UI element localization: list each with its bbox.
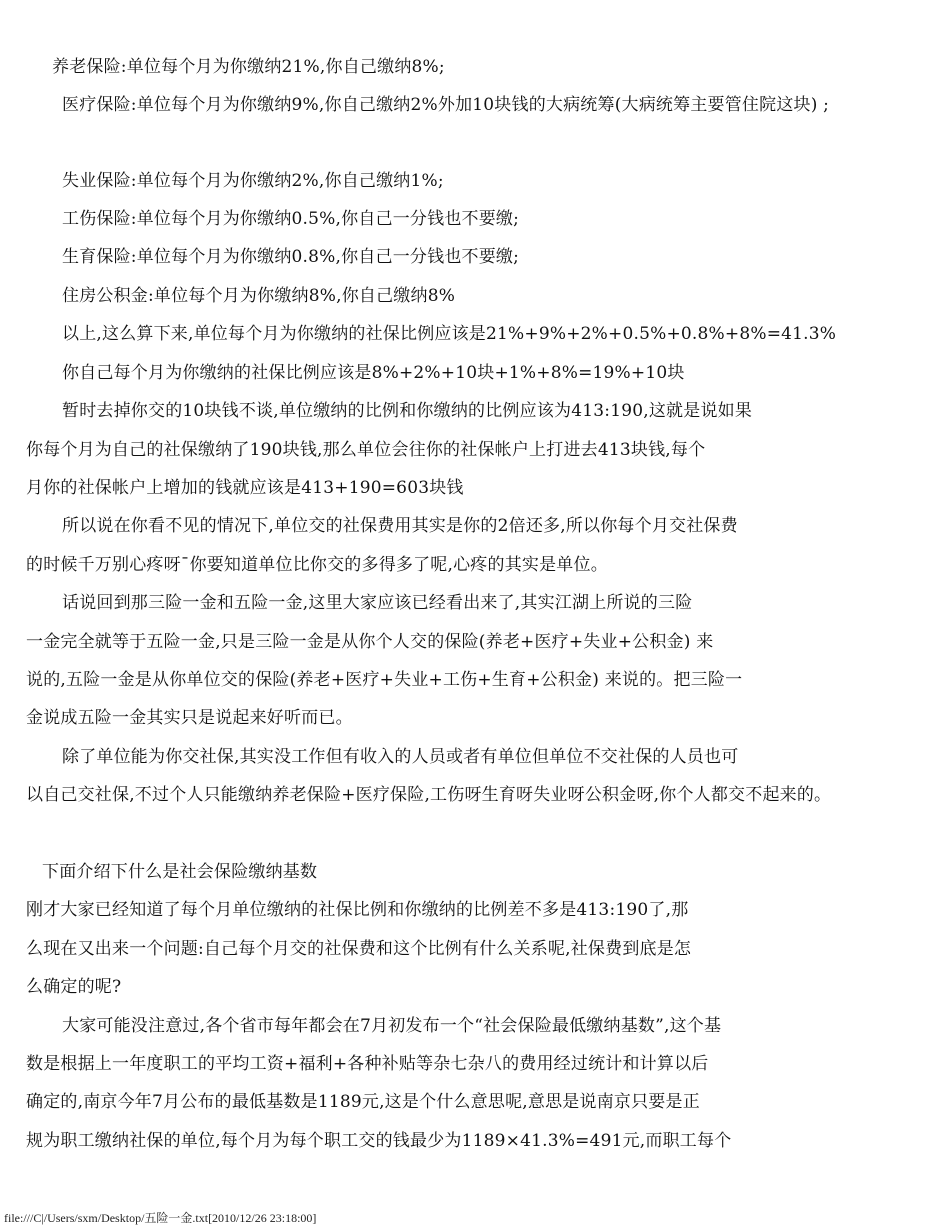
text-line: 月你的社保帐户上增加的钱就应该是413+190=603块钱	[26, 478, 464, 498]
text-line: 大家可能没注意过,各个省市每年都会在7月初发布一个“社会保险最低缴纳基数”,这个基	[62, 1016, 722, 1036]
text-line: 除了单位能为你交社保,其实没工作但有收入的人员或者有单位但单位不交社保的人员也可	[62, 747, 739, 767]
text-line: 数是根据上一年度职工的平均工资+福利+各种补贴等杂七杂八的费用经过统计和计算以后	[26, 1054, 709, 1074]
text-line: 的时候千万别心疼呀¯你要知道单位比你交的多得多了呢,心疼的其实是单位。	[26, 555, 608, 575]
text-line: 你自己每个月为你缴纳的社保比例应该是8%+2%+10块+1%+8%=19%+10块	[62, 363, 685, 383]
file-path-footer: file:///C|/Users/sxm/Desktop/五险一金.txt[2010/12/26 23:18:00]	[4, 1211, 317, 1225]
text-line: 金说成五险一金其实只是说起来好听而已。	[26, 708, 353, 728]
text-line: 以自己交社保,不过个人只能缴纳养老保险+医疗保险,工伤呀生育呀失业呀公积金呀,你个人都交不起来的。	[26, 785, 832, 805]
text-line: 规为职工缴纳社保的单位,每个月为每个职工交的钱最少为1189×41.3%=491元,而职工每个	[26, 1131, 732, 1151]
text-line: 失业保险:单位每个月为你缴纳2%,你自己缴纳1%;	[62, 171, 444, 191]
text-line: 么现在又出来一个问题:自己每个月交的社保费和这个比例有什么关系呢,社保费到底是怎	[26, 939, 692, 959]
text-line: 养老保险:单位每个月为你缴纳21%,你自己缴纳8%;	[52, 57, 445, 77]
text-line: 医疗保险:单位每个月为你缴纳9%,你自己缴纳2%外加10块钱的大病统筹(大病统筹主要管住院这块) ;	[62, 95, 830, 115]
text-line: 以上,这么算下来,单位每个月为你缴纳的社保比例应该是21%+9%+2%+0.5%+0.8%+8%=41.3%	[62, 324, 837, 344]
text-line: 住房公积金:单位每个月为你缴纳8%,你自己缴纳8%	[62, 286, 456, 306]
text-line: 工伤保险:单位每个月为你缴纳0.5%,你自己一分钱也不要缴;	[62, 209, 520, 229]
text-line: 说的,五险一金是从你单位交的保险(养老+医疗+失业+工伤+生育+公积金) 来说的。把三险一	[26, 670, 743, 690]
text-line: 所以说在你看不见的情况下,单位交的社保费用其实是你的2倍还多,所以你每个月交社保费	[62, 516, 738, 536]
text-line: 你每个月为自己的社保缴纳了190块钱,那么单位会往你的社保帐户上打进去413块钱,每个	[26, 440, 706, 460]
text-line: 一金完全就等于五险一金,只是三险一金是从你个人交的保险(养老+医疗+失业+公积金) 来	[26, 632, 714, 652]
text-line: 确定的,南京今年7月公布的最低基数是1189元,这是个什么意思呢,意思是说南京只要是正	[26, 1092, 700, 1112]
text-line: 生育保险:单位每个月为你缴纳0.8%,你自己一分钱也不要缴;	[62, 247, 520, 267]
section-heading: 下面介绍下什么是社会保险缴纳基数	[42, 862, 318, 882]
text-line: 暂时去掉你交的10块钱不谈,单位缴纳的比例和你缴纳的比例应该为413:190,这就是说如果	[62, 401, 753, 421]
text-line: 么确定的呢?	[26, 977, 122, 997]
text-line: 刚才大家已经知道了每个月单位缴纳的社保比例和你缴纳的比例差不多是413:190了,那	[26, 900, 689, 920]
text-line: 话说回到那三险一金和五险一金,这里大家应该已经看出来了,其实江湖上所说的三险	[62, 593, 693, 613]
